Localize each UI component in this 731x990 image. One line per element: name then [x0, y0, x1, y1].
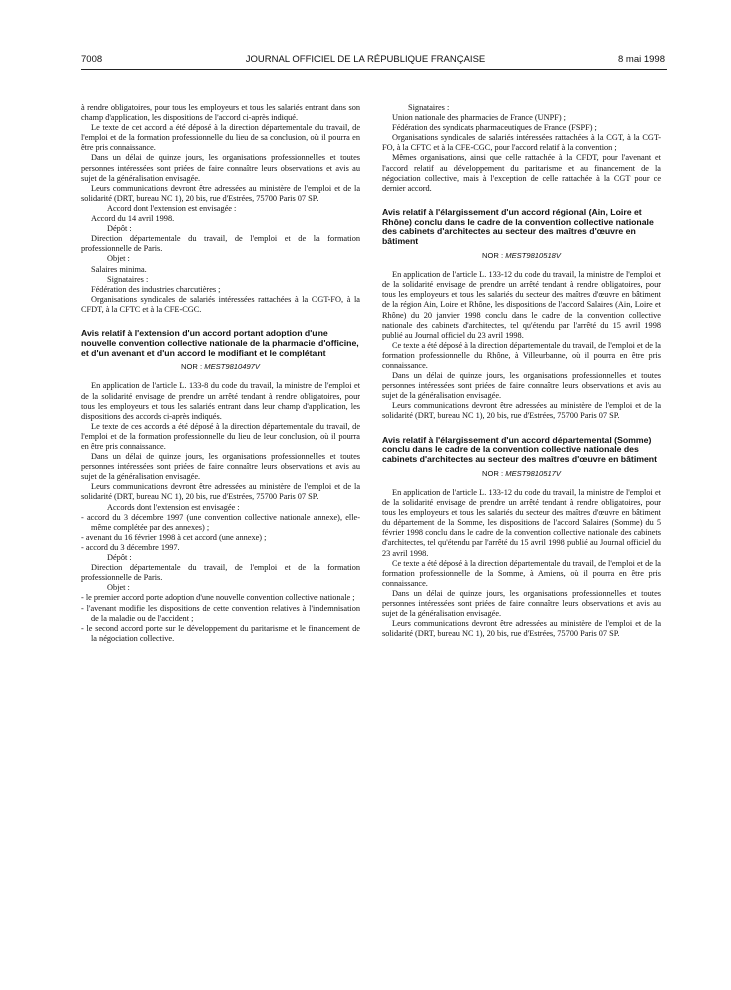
paragraph: Organisations syndicales de salariés intéressées rattachées à la CGT-FO, à la CFDT, à la CFTC et à la CFE-CGC.	[81, 294, 360, 314]
paragraph: Fédération des industries charcutières ;	[91, 284, 221, 294]
page-number: 7008	[81, 54, 103, 65]
paragraph: Dépôt :	[107, 224, 132, 234]
notice-body-somme	[382, 488, 661, 639]
paragraph: Fédération des syndicats pharmaceutiques de France (FSPF) ;	[392, 123, 597, 133]
paragraph: En application de l'article L. 133-12 du code du travail, la ministre de l'emploi et de la solidarité envisage de prendre un arrêté tendant à rendre obligatoires, pour tous les employeurs et tous les salariés du secteur des maîtres d'œuvre en bâtiment de la région Ain, Loire et Rhône, les dispositions de l'accord Salaires (Ain, Loire et Rhône) du 20 janvier 1998 conclu dans le cadre de la convention collective nationale des cabinets d'architectes, tel qu'étendu par l'arrêté du 15 avril 1998 publié au Journal officiel du 23 avril 1998.	[382, 270, 661, 340]
paragraph: Salaires minima.	[91, 264, 147, 274]
right-column	[382, 103, 661, 639]
paragraph: Objet :	[107, 254, 130, 264]
nor-code: MEST9810517V	[505, 468, 561, 478]
paragraph: Leurs communications devront être adressées au ministère de l'emploi et de la solidarité (DRT, bureau NC 1), 20 bis, rue d'Estrées, 75700 Paris 07 SP.	[81, 183, 360, 203]
paragraph: Dans un délai de quinze jours, les organisations professionnelles et toutes personnes intéressées sont priées de faire connaître leurs observations et avis au sujet de la généralisation envisagée.	[382, 588, 661, 619]
paragraph: Union nationale des pharmacies de France (UNPF) ;	[392, 113, 566, 123]
notice-body-ain-loire-rhone	[382, 270, 661, 421]
paragraph: - accord du 3 décembre 1997 (une convention collective nationale annexe), elle-même complétée par des annexes) ;	[81, 512, 360, 532]
paragraph: Le texte de cet accord a été déposé à la direction départementale du travail, de l'emploi et de la formation professionnelle du lieu de sa conclusion, où il pourra en être pris connaissance.	[81, 123, 360, 153]
paragraph: Accords dont l'extension est envisagée :	[107, 502, 240, 512]
paragraph: Dans un délai de quinze jours, les organisations professionnelles et toutes personnes intéressées sont priées de faire connaître leurs observations et avis au sujet de la généralisation envisagée.	[81, 153, 360, 183]
journal-title: JOURNAL OFFICIEL DE LA RÉPUBLIQUE FRANÇAISE	[245, 54, 486, 65]
paragraph: En application de l'article L. 133-12 du code du travail, la ministre de l'emploi et de la solidarité envisage de prendre un arrêté tendant à rendre obligatoires, pour tous les employeurs et tous les salariés du secteur des maîtres d'œuvre en bâtiment du département de la Somme, les dispositions de l'accord Salaires (Somme) du 5 février 1998 conclu dans le cadre de la convention collective nationale des cabinets d'architectes, tel qu'étendu par l'arrêté du 15 avril 1998 publié au Journal officiel du 23 avril 1998.	[382, 488, 661, 558]
paragraph: Objet :	[107, 583, 130, 593]
nor-reference	[81, 362, 360, 372]
paragraph: Ce texte a été déposé à la direction départementale du travail, de l'emploi et de la formation professionnelle du Rhône, à Villeurbanne, où il pourra en être pris connaissance.	[382, 340, 661, 370]
paragraph: à rendre obligatoires, pour tous les employeurs et tous les salariés entrant dans son champ d'application, les dispositions de l'accord ci-après indiqué.	[81, 103, 360, 123]
paragraph: - le second accord porte sur le développement du paritarisme et le financement de la négociation collective.	[81, 623, 360, 643]
paragraph: Signataires :	[408, 103, 450, 112]
notice-body-pharmacie	[81, 381, 360, 643]
notice-title-ain-loire-rhone: Avis relatif à l'élargissement d'un accord régional (Ain, Loire et Rhône) conclu dans le cadre de la convention collective nationale des cabinets d'architectes au secteur des maîtres d'œuvre en bâtiment	[382, 206, 654, 247]
paragraph: Ce texte a été déposé à la direction départementale du travail, de l'emploi et de la formation professionnelle de la Somme, à Amiens, où il pourra en être pris connaissance.	[382, 558, 661, 588]
paragraph: Mêmes organisations, ainsi que celle rattachée à la CFDT, pour l'avenant et l'accord relatif au développement du paritarisme et au financement de la négociation collective, mais à l'exception de celle rattachée à la CGT pour ce dernier accord.	[382, 153, 661, 193]
paragraph: - avenant du 16 février 1998 à cet accord (une annexe) ;	[81, 532, 267, 542]
left-column	[81, 103, 360, 644]
paragraph: Direction départementale du travail, de l'emploi et de la formation professionnelle de Paris.	[81, 563, 360, 583]
header-rule	[81, 69, 667, 70]
paragraph: Direction départementale du travail, de l'emploi et de la formation professionnelle de Paris.	[81, 234, 360, 254]
nor-label: NOR :	[181, 362, 203, 372]
paragraph: Accord du 14 avril 1998.	[91, 214, 175, 224]
notice-title-somme: Avis relatif à l'élargissement d'un accord départemental (Somme) conclu dans le cadre de la convention collective nationale des cabinets d'architectes au secteur des maîtres d'œuvre en bâtiment	[382, 434, 657, 465]
paragraph: - accord du 3 décembre 1997.	[81, 542, 180, 552]
nor-reference	[382, 251, 661, 261]
paragraph: Dans un délai de quinze jours, les organisations professionnelles et toutes personnes intéressées sont priées de faire connaître leurs observations et avis au sujet de la généralisation envisagée.	[382, 371, 661, 401]
paragraph: Accord dont l'extension est envisagée :	[107, 203, 237, 213]
nor-label: NOR :	[482, 468, 504, 478]
paragraph: Leurs communications devront être adressées au ministère de l'emploi et de la solidarité (DRT, bureau NC 1), 20 bis, rue d'Estrées, 75700 Paris 07 SP.	[382, 401, 661, 421]
paragraph: Le texte de ces accords a été déposé à la direction départementale du travail, de l'emploi et de la formation professionnelle du lieu de leur conclusion, où il pourra en être pris connaissance.	[81, 421, 360, 452]
nor-code: MEST9810497V	[204, 362, 260, 372]
paragraph: - le premier accord porte adoption d'une nouvelle convention collective nationale ;	[81, 593, 355, 603]
nor-code: MEST9810518V	[505, 251, 561, 261]
paragraph: - l'avenant modifie les dispositions de cette convention relatives à l'indemnisation de la maladie ou de l'accident ;	[81, 603, 360, 623]
paragraph: Dépôt :	[107, 553, 132, 563]
paragraph: En application de l'article L. 133-8 du code du travail, la ministre de l'emploi et de la solidarité envisage de prendre un arrêté tendant à rendre obligatoires, pour tous les employeurs et tous les salariés entrant dans leur champ d'application, les dispositions des accords ci-après indiqués.	[81, 381, 360, 421]
page-header	[0, 54, 731, 68]
left-intro	[81, 103, 360, 315]
issue-date: 8 mai 1998	[617, 54, 665, 65]
paragraph: Leurs communications devront être adressées au ministère de l'emploi et de la solidarité (DRT, bureau NC 1), 20 bis, rue d'Estrées, 75700 Paris 07 SP.	[81, 482, 360, 502]
nor-reference	[382, 469, 661, 479]
paragraph: Organisations syndicales de salariés intéressées rattachées à la CGT, à la CGT-FO, à la CFTC et à la CFE-CGC, pour l'accord relatif à la convention ;	[382, 133, 661, 153]
paragraph: Dans un délai de quinze jours, les organisations professionnelles et toutes personnes intéressées sont priées de faire connaître leurs observations et avis au sujet de la généralisation envisagée.	[81, 452, 360, 482]
right-intro	[382, 103, 661, 194]
nor-label: NOR :	[482, 251, 504, 261]
paragraph: Signataires :	[107, 274, 149, 284]
notice-title-pharmacie: Avis relatif à l'extension d'un accord portant adoption d'une nouvelle convention collective nationale de la pharmacie d'officine, et d'un avenant et d'un accord le modifiant et le complétant	[81, 327, 359, 358]
paragraph: Leurs communications devront être adressées au ministère de l'emploi et de la solidarité (DRT, bureau NC 1), 20 bis, rue d'Estrées, 75700 Paris 07 SP.	[382, 619, 661, 639]
